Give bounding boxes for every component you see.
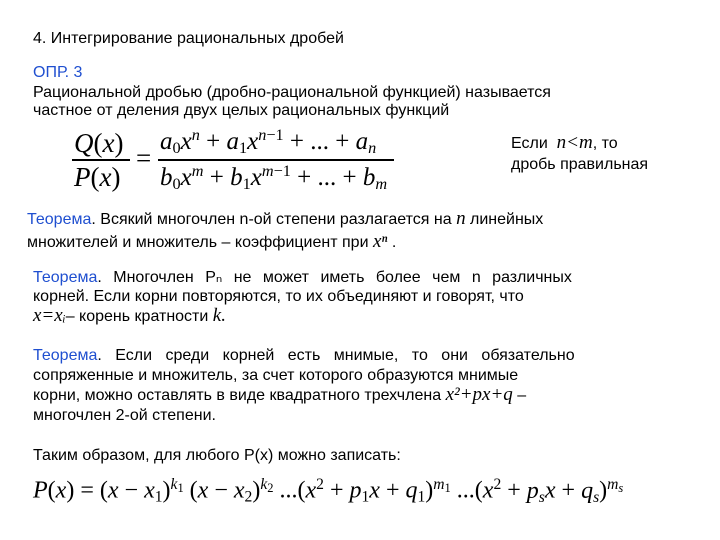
theorem-2-line-3 — [33, 306, 226, 326]
condition-math: n<m — [556, 132, 593, 153]
theorem-2-line-2: корней. Если корни повторяются, то их объединяют и говорят, что — [33, 288, 524, 305]
theorem-1-text-end: линейных — [465, 211, 544, 228]
theorem-1-line-2-text: множителей и множитель – коэффициент при — [27, 234, 373, 251]
theorem-3-line-1-text: . Если среди корней есть мнимые, то они обязательно — [97, 347, 575, 364]
condition-tail: , то — [592, 135, 618, 152]
theorem-2-label: Теорема — [33, 269, 98, 286]
theorem-3-line-1 — [33, 346, 575, 365]
definition-line-1: Рациональной дробью (дробно-рациональной функцией) называется — [33, 84, 551, 101]
theorem-3-dash: – — [512, 387, 527, 404]
conclusion-text: Таким образом, для любого P(x) можно записать: — [33, 447, 401, 464]
theorem-3-label: Теорема — [33, 347, 98, 364]
factorization-formula: $P(x) = (x - x_1)^{k_1}$ $(x - x_2)^{k_2}$ $...(x^2 + p_1x + q_1)^{m_1}$ $...(x^2 + p_sx + q_s)^{m_s}$ — [33, 476, 624, 506]
lhs-numerator: Q(x) — [74, 128, 124, 158]
theorem-3-line-2: сопряженные и множитель, за счет которого образуются мнимые — [33, 367, 519, 384]
condition-word: Если — [511, 135, 548, 152]
condition-line-1 — [511, 133, 618, 153]
theorem-3-line-3 — [33, 385, 526, 405]
theorem-3-line-4: многочлен 2-ой степени. — [33, 407, 216, 424]
section-heading: 4. Интегрирование рациональных дробей — [33, 30, 344, 47]
rational-fraction-formula — [60, 124, 400, 194]
equals-sign: = — [136, 143, 152, 173]
theorem-1-label: Теорема — [27, 211, 92, 228]
rhs-fraction-bar — [158, 159, 394, 161]
theorem-3-line-3-text: корни, можно оставлять в виде квадратного трехчлена — [33, 387, 446, 404]
theorem-1-line-2 — [27, 232, 396, 252]
theorem-2-line-1-text: . Многочлен Pₙ не может иметь более чем n различных — [97, 269, 572, 286]
theorem-1-n: n — [456, 208, 466, 229]
lhs-denominator: P(x) — [74, 162, 121, 192]
rhs-denominator: $b_0x^m + b_1x^{m-1}$ + ... + $b_m$ — [160, 162, 388, 193]
condition-line-2: дробь правильная — [511, 156, 649, 173]
theorem-2-k: k. — [212, 305, 226, 326]
rhs-numerator: $a_0x^n + a_1x^{n-1}$ + ... + $a_n$ — [160, 126, 377, 157]
lhs-fraction-bar — [72, 159, 130, 161]
theorem-1-text: . Всякий многочлен n-ой степени разлагается на — [91, 211, 457, 228]
theorem-3-math: x²+px+q — [445, 384, 513, 405]
theorem-2-line-3-text: – корень кратности — [65, 308, 213, 325]
theorem-1-xn: xⁿ — [372, 231, 388, 252]
definition-line-2: частное от деления двух целых рациональных функций — [33, 102, 450, 119]
definition-label: ОПР. 3 — [33, 64, 83, 81]
theorem-1-end: . — [387, 234, 397, 251]
theorem-2-line-1 — [33, 268, 572, 287]
theorem-1-line-1 — [27, 209, 687, 229]
theorem-2-math: x=xᵢ — [33, 305, 66, 326]
